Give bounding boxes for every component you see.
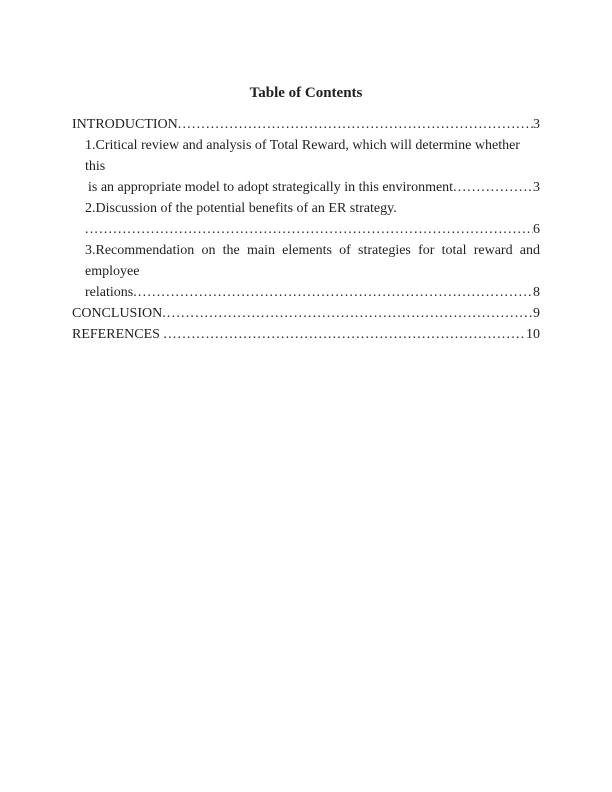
toc-entry-item2-line1: 2.Discussion of the potential benefits of an ER strategy.	[85, 201, 397, 216]
leader-dots	[85, 219, 533, 240]
toc-entry-item2-line2	[72, 219, 540, 240]
toc-entry-label: CONCLUSION	[72, 306, 163, 321]
leader-dots	[178, 114, 533, 135]
toc-entry-item3-line2	[72, 282, 540, 303]
toc-page-number: 6	[533, 222, 540, 237]
toc-page-number: 3	[533, 180, 540, 195]
toc-entry-conclusion	[72, 303, 540, 324]
toc-entry-label: REFERENCES	[72, 327, 164, 342]
toc-entry-label: is an appropriate model to adopt strategically in this environment	[88, 180, 454, 195]
leader-dots	[162, 303, 533, 324]
toc-entry-item1-line1: 1.Critical review and analysis of Total Reward, which will determine whether this	[85, 138, 520, 174]
leader-dots	[453, 177, 533, 198]
toc-entry-item1-line2	[72, 177, 540, 198]
toc-title: Table of Contents	[249, 85, 363, 101]
toc-entry-item3-line1: 3.Recommendation on the main elements of strategies for total reward and employee	[85, 243, 540, 279]
leader-dots	[163, 324, 526, 345]
toc-page-number: 3	[533, 117, 540, 132]
toc-entry-references	[72, 324, 540, 345]
toc-page-number: 9	[533, 306, 540, 321]
toc-page-number: 8	[533, 285, 540, 300]
toc-entry-label: INTRODUCTION	[72, 117, 178, 132]
toc-page-number: 10	[526, 327, 540, 342]
toc-entry-introduction	[72, 114, 540, 135]
table-of-contents	[72, 85, 540, 345]
toc-entry-label: relations	[85, 285, 134, 300]
leader-dots	[133, 282, 533, 303]
